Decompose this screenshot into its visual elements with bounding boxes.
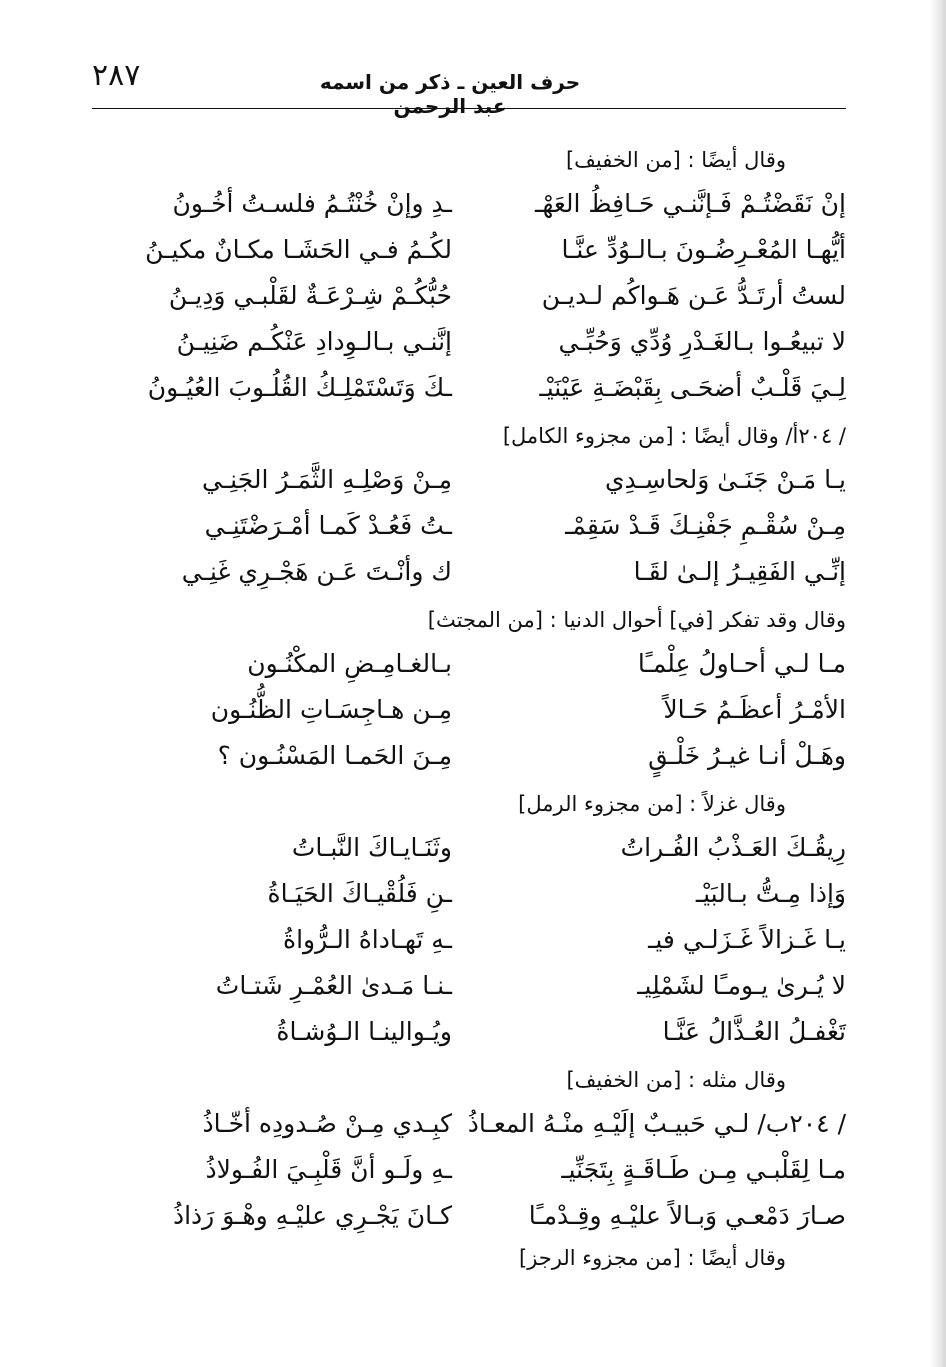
- verse-line: [92, 1146, 846, 1192]
- verse-line: [92, 548, 846, 594]
- first-hemistich: يـا مَـنْ جَنَـىٰ وَلحاسِـدِي: [604, 464, 846, 494]
- page-number: ٢٨٧: [92, 58, 141, 93]
- verse-line: [92, 686, 846, 732]
- second-hemistich: ـهِ تَهـاداهُ الـرُّواةُ: [282, 924, 452, 954]
- verse-line: [92, 1192, 846, 1238]
- section-intro: وقال مثله : [من الخفيف]: [566, 1068, 786, 1092]
- second-hemistich: إنَّنـي بـالـوِدادِ عَنْكُـم ضَنِيـنُ: [176, 326, 452, 356]
- verse-line: [92, 824, 846, 870]
- second-hemistich: ويُـوالينـا الـوُشـاةُ: [276, 1016, 452, 1046]
- section-intro: وقال أيضًا : [من مجزوء الرجز]: [519, 1246, 786, 1270]
- verse-line: [92, 870, 846, 916]
- first-hemistich: رِيقُـكَ العَـذْبُ الفُـراتُ: [620, 832, 846, 862]
- first-hemistich: مِـنْ سُقْـمِ جَفْنِـكَ قَـدْ سَقِمْـ: [565, 510, 846, 540]
- first-hemistich: لا يُـرىٰ يـومـًا لشَمْلِيـ: [637, 970, 846, 1000]
- page-edge-shadow: [930, 0, 946, 1367]
- running-title: حرف العين ـ ذكر من اسمه عبد الرحمن: [319, 70, 581, 118]
- verse-line: [92, 732, 846, 778]
- poem-content: [92, 140, 846, 1278]
- section-intro: وقال وقد تفكر [في] أحوال الدنيا : [من المجتث]: [427, 608, 846, 632]
- verse-line: [92, 180, 846, 226]
- verse-line: [92, 640, 846, 686]
- first-hemistich: لستُ أرتَـدُّ عَـن هَـواكُم لـديـن: [541, 280, 846, 310]
- second-hemistich: ـكَ وَتَسْتَمْلِـكُ القُلُـوبَ العُيُـونُ: [147, 372, 452, 402]
- verse-line: [92, 962, 846, 1008]
- first-hemistich: صـارَ دَمْعـي وَبـالاً عليْـهِ وقِـدْمـًا: [528, 1200, 846, 1230]
- verse-line: [92, 456, 846, 502]
- first-hemistich: إنْ نَقَضْتُـمْ فَـإنَّنـي حَـافِظُ العَهْـ: [535, 188, 846, 218]
- second-hemistich: ـنـا مَـدىٰ العُمْـرِ شَتـاتُ: [215, 970, 452, 1000]
- second-hemistich: حُبُّكُـمْ شِـرْعَـةٌ لقَلْبـي وَدِيـنُ: [168, 280, 452, 310]
- verse-line: [92, 1100, 846, 1146]
- verse-line: [92, 1008, 846, 1054]
- verse-line: [92, 364, 846, 410]
- verse-line: [92, 272, 846, 318]
- first-hemistich: لا تبيعُـوا بـالغَـدْرِ وُدِّي وَحُبِّـي: [558, 326, 846, 356]
- section-intro: / ٢٠٤أ/ وقال أيضًا : [من مجزوء الكامل]: [502, 424, 846, 448]
- first-hemistich: وَإذا مِـتُّ بـالبَيْـ: [695, 878, 846, 908]
- first-hemistich: / ٢٠٤ب/ لـي حَبيـبٌ إلَيْـهِ منْـهُ المعـاذُ: [467, 1108, 846, 1138]
- second-hemistich: وثَنَـايـاكَ النَّبـاتُ: [291, 832, 452, 862]
- first-hemistich: وهَـلْ أنـا غيـرُ خَلْـقٍ: [648, 740, 846, 770]
- verse-line: [92, 916, 846, 962]
- verse-line: [92, 226, 846, 272]
- first-hemistich: لِـيَ قَلْـبٌ أضحَـى بِقَبْضَـةِ عَيْنَيْـ: [539, 372, 846, 402]
- second-hemistich: ـدِ وإنْ خُنْتُـمُ فلسـتُ أخُـونُ: [172, 188, 452, 218]
- second-hemistich: ك وأنْـتَ عَـن هَجْـرِي غَنِـي: [181, 556, 452, 586]
- first-hemistich: مـا لِقَلْبـي مِـن طَـاقَـةٍ بِتَجَنِّيـ: [561, 1154, 846, 1184]
- second-hemistich: ـتُ فَعُـدْ كَمـا أمْـرَضْتَنِـي: [204, 510, 452, 540]
- second-hemistich: لكُـمُ فـي الحَشَـا مكـانٌ مكيـنُ: [145, 234, 452, 264]
- second-hemistich: مِـنْ وَصْلِـهِ الثَّمَـرُ الجَنِـي: [202, 464, 452, 494]
- verse-line: [92, 318, 846, 364]
- second-hemistich: مِـنَ الحَمـا المَسْنُـون ؟: [217, 740, 452, 770]
- first-hemistich: أيُّهـا المُعْـرِضُـونَ بـالـوُدِّ عنَّـا: [561, 234, 846, 264]
- header-rule: [92, 108, 846, 109]
- section-intro: وقال أيضًا : [من الخفيف]: [565, 148, 786, 172]
- first-hemistich: إنِّـي الفَقِيـرُ إلـىٰ لقَـا: [633, 556, 846, 586]
- first-hemistich: يـا غَـزالاً غَـزَلـي فيـ: [648, 924, 846, 954]
- first-hemistich: مـا لـي أحـاولُ عِلْمـًا: [637, 648, 846, 678]
- second-hemistich: كبِـدي مِـنْ صُـدودِه أخّـاذُ: [202, 1108, 452, 1138]
- second-hemistich: كـانَ يَجْـرِي عليْـهِ وهْـوَ رَذاذُ: [172, 1200, 452, 1230]
- section-intro: وقال غزلاً : [من مجزوء الرمل]: [518, 792, 786, 816]
- verse-line: [92, 502, 846, 548]
- second-hemistich: مِـن هـاجِسَـاتِ الظُّنُـون: [210, 694, 452, 724]
- first-hemistich: تَغْفـلُ العُـذَّالُ عَنَّـا: [662, 1016, 846, 1046]
- second-hemistich: بـالغـامِـضِ المكْنُـون: [247, 648, 452, 678]
- second-hemistich: ـهِ ولَـو أنَّ قَلْبِـيَ الفُـولاذُ: [205, 1154, 452, 1184]
- second-hemistich: ـنِ فَلُقْيـاكَ الحَيَـاةُ: [267, 878, 452, 908]
- first-hemistich: الأمْـرُ أعظَـمُ حَـالاً: [663, 694, 846, 724]
